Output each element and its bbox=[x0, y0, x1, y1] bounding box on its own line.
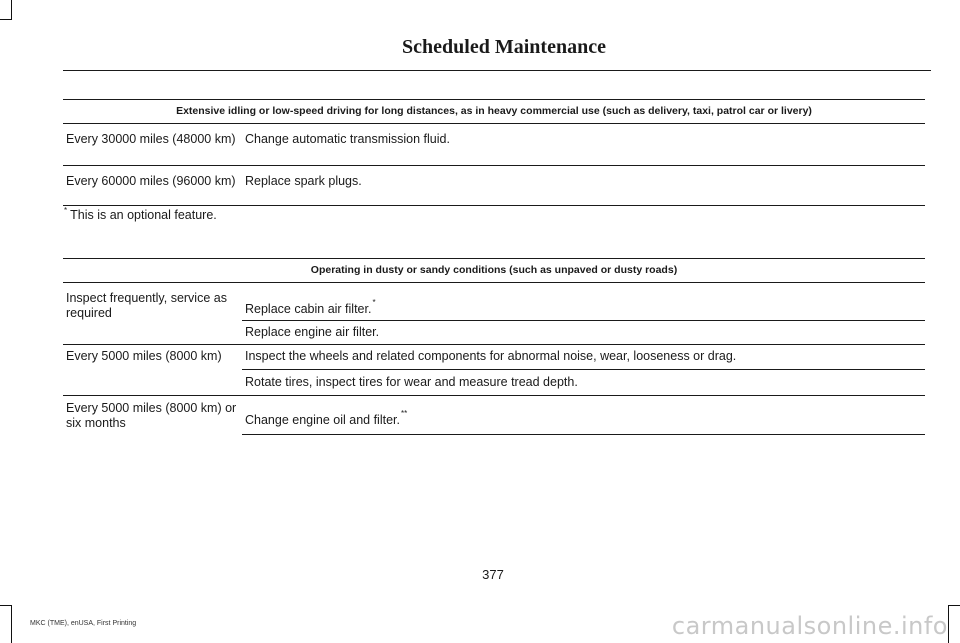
interval-cell: Every 5000 miles (8000 km) bbox=[63, 345, 242, 396]
action-cell: Change automatic transmission fluid. bbox=[242, 124, 925, 166]
table-heading: Operating in dusty or sandy conditions (such as unpaved or dusty roads) bbox=[63, 259, 925, 283]
table-row bbox=[63, 345, 925, 370]
interval-cell: Every 5000 miles (8000 km) or six months bbox=[66, 401, 237, 430]
action-text: Replace cabin air filter. bbox=[245, 302, 372, 316]
footnote-marker: * bbox=[64, 206, 68, 215]
action-cell: Inspect the wheels and related components for abnormal noise, wear, looseness or drag. bbox=[242, 345, 925, 370]
maintenance-table-idling bbox=[63, 99, 925, 206]
table-row bbox=[63, 434, 925, 435]
crop-mark-bottom-left-horizontal bbox=[0, 605, 12, 606]
print-info: MKC (TME), enUSA, First Printing bbox=[30, 620, 137, 627]
action-cell: Replace engine air filter. bbox=[242, 321, 925, 345]
crop-mark-top-left-vertical bbox=[11, 0, 12, 20]
table-row bbox=[63, 124, 925, 166]
maintenance-table-dusty bbox=[63, 258, 925, 435]
action-cell bbox=[242, 283, 925, 321]
interval-cell: Every 30000 miles (48000 km) bbox=[63, 124, 242, 166]
title-divider bbox=[63, 70, 931, 71]
watermark: carmanualsonline.info bbox=[671, 612, 948, 640]
page-title: Scheduled Maintenance bbox=[402, 36, 606, 58]
optional-marker: ** bbox=[400, 409, 408, 418]
action-cell bbox=[242, 434, 925, 435]
table-heading-row bbox=[63, 100, 925, 124]
crop-mark-top-left-horizontal bbox=[0, 19, 12, 20]
crop-mark-bottom-left-vertical bbox=[11, 605, 12, 643]
page-number: 377 bbox=[482, 567, 504, 582]
footnote-text: This is an optional feature. bbox=[70, 208, 217, 222]
table-heading-row bbox=[63, 259, 925, 283]
table-row bbox=[63, 283, 925, 321]
interval-cell: Inspect frequently, service as required bbox=[63, 283, 242, 345]
footnote bbox=[63, 206, 217, 222]
action-cell: Replace spark plugs. bbox=[242, 166, 925, 206]
optional-marker: * bbox=[372, 298, 376, 307]
interval-cell bbox=[63, 434, 242, 435]
table-row bbox=[63, 396, 925, 435]
crop-mark-bottom-right-vertical bbox=[948, 605, 949, 643]
interval-cell: Every 60000 miles (96000 km) bbox=[63, 166, 242, 206]
action-cell bbox=[242, 396, 925, 435]
crop-mark-bottom-right-horizontal bbox=[948, 605, 960, 606]
table-row bbox=[63, 166, 925, 206]
action-cell: Rotate tires, inspect tires for wear and measure tread depth. bbox=[242, 370, 925, 396]
table-heading: Extensive idling or low-speed driving for long distances, as in heavy commercial use (such as delivery, taxi, patrol car or livery) bbox=[63, 100, 925, 124]
action-text: Change engine oil and filter. bbox=[245, 413, 400, 427]
